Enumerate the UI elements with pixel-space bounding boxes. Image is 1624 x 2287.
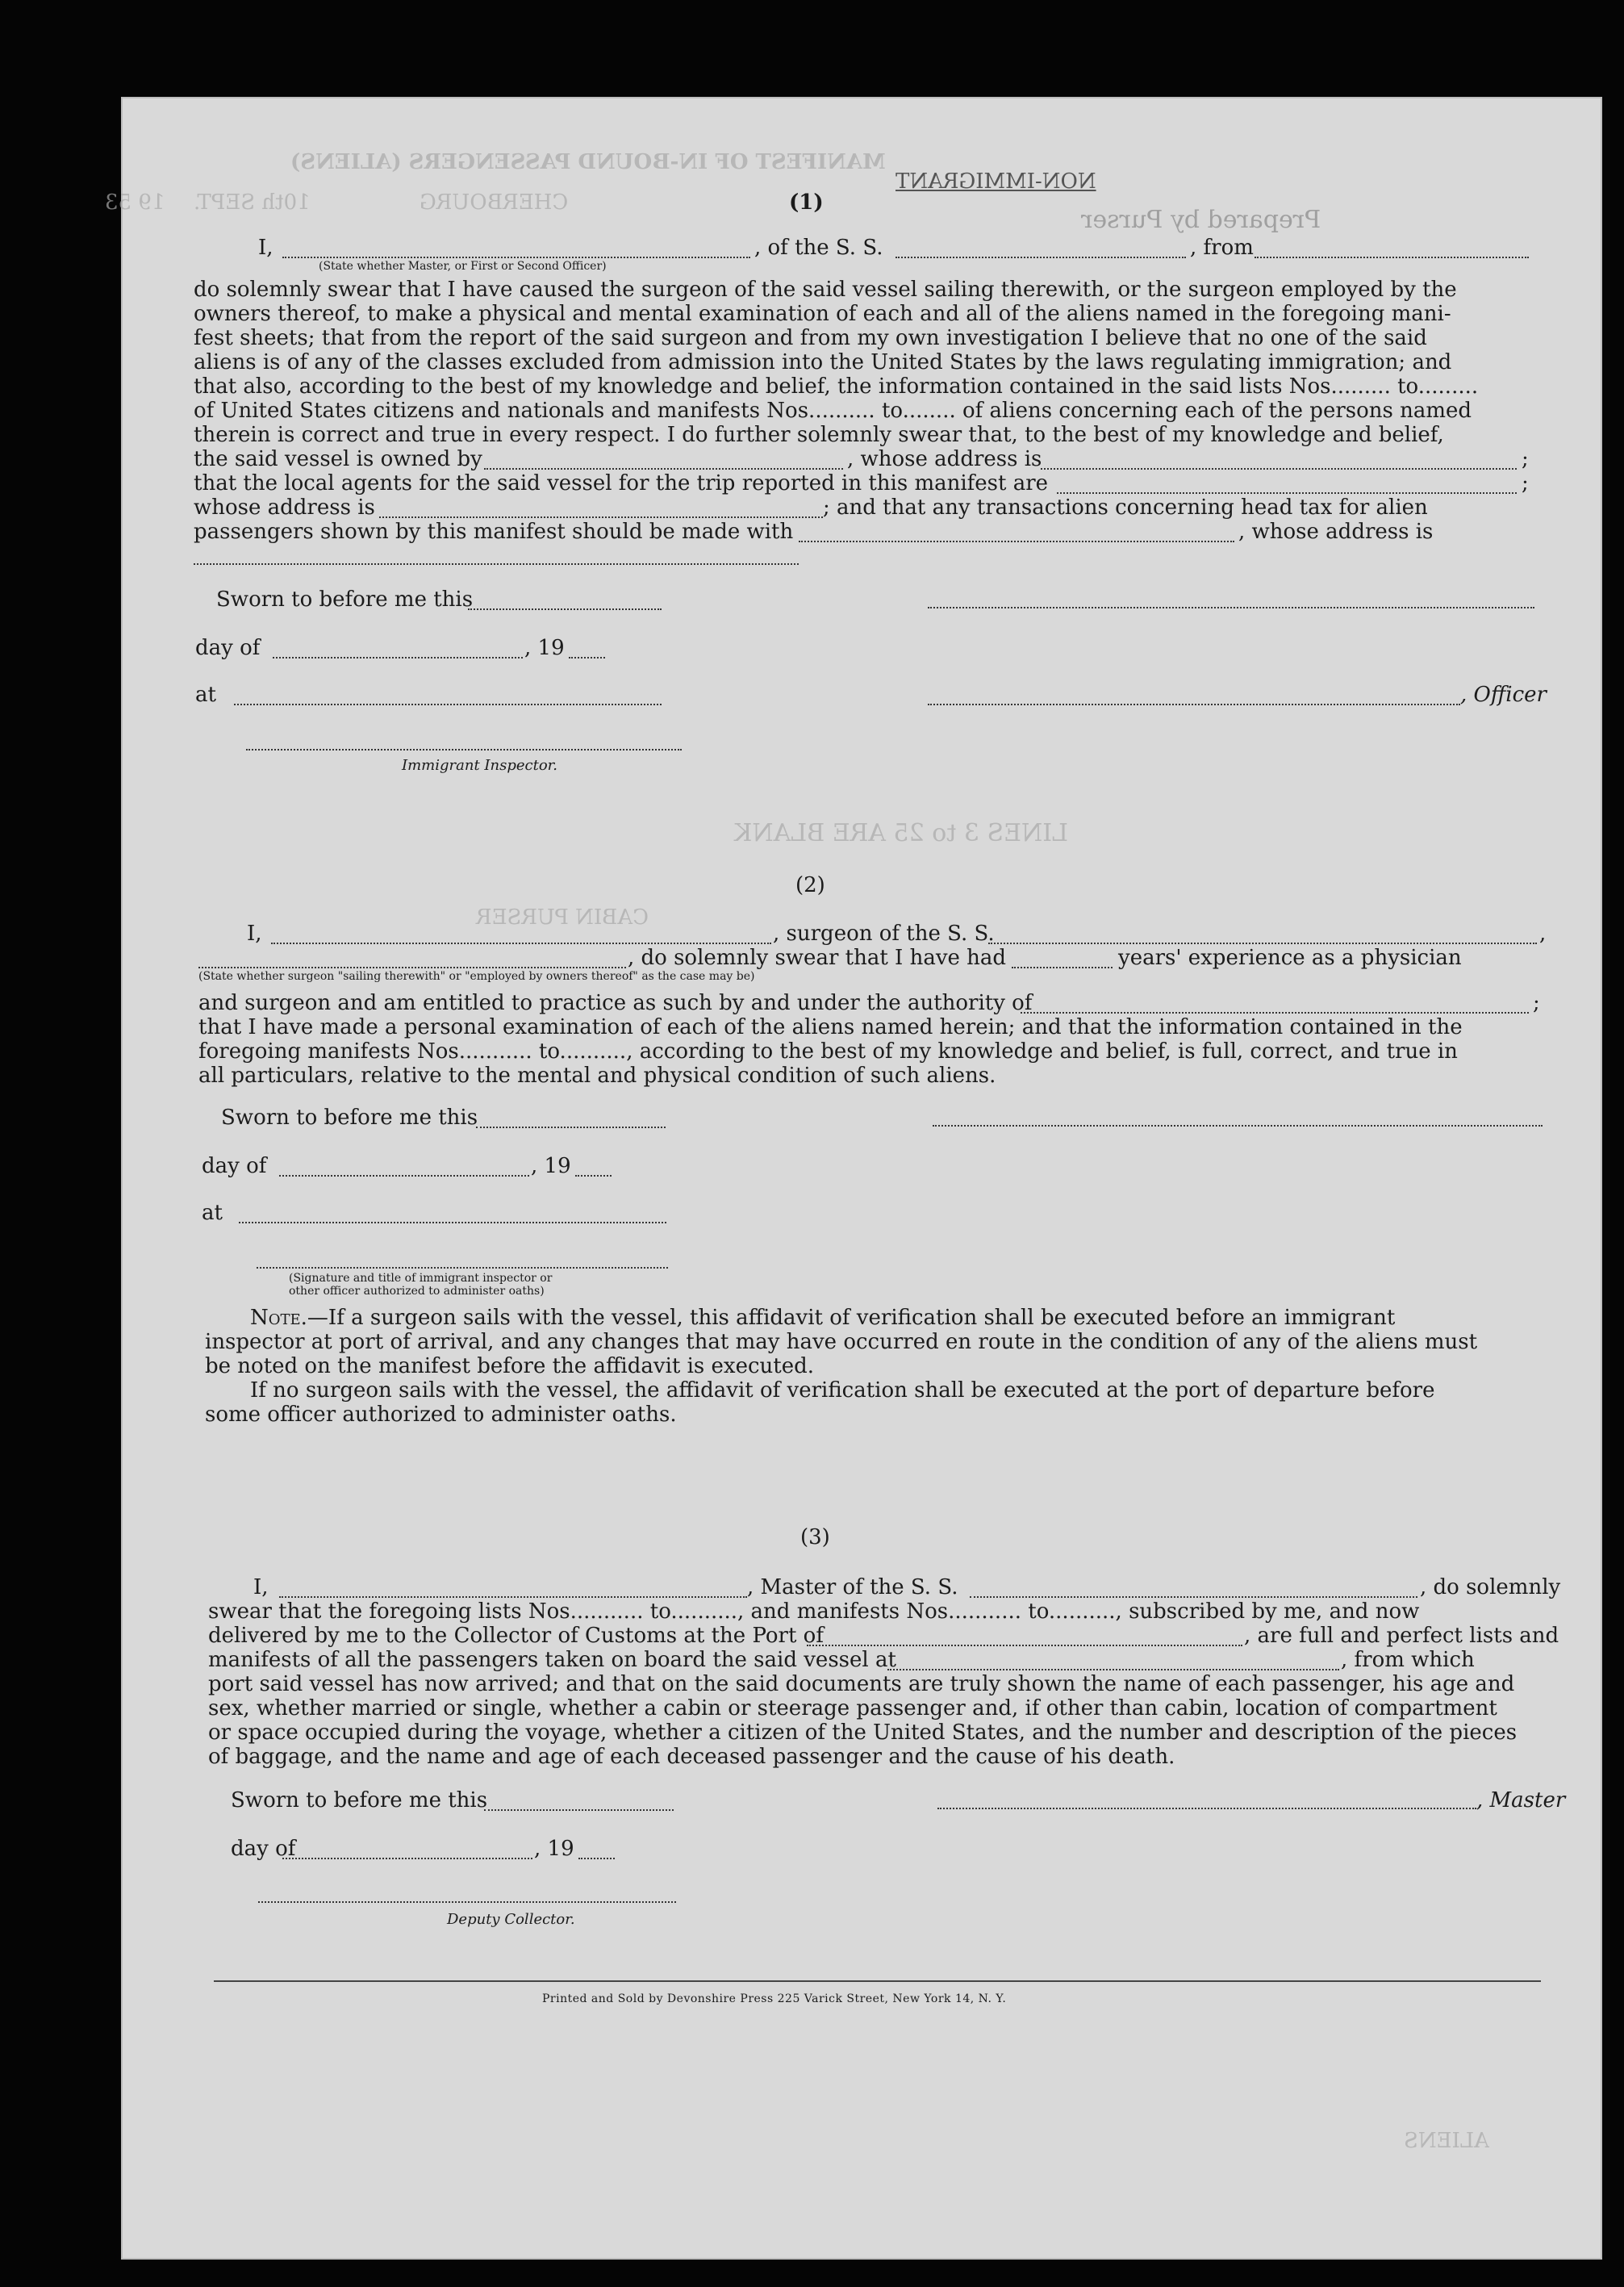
ghost-date: 10th SEPT.: [194, 190, 311, 215]
s1-agents-address-line: [379, 516, 823, 518]
s1-at-line: [234, 704, 662, 705]
s3-para-line-2: swear that the foregoing lists Nos........... to.........., and manifests Nos........... to.........., subscribed by me, and now: [208, 1599, 1420, 1624]
s2-note-label: Note.: [250, 1306, 307, 1330]
s3-do-solemnly: , do solemnly: [1420, 1575, 1561, 1599]
s1-day-line: [273, 657, 523, 659]
s1-nineteen: , 19: [524, 636, 565, 660]
s1-owned-by: the said vessel is owned by: [194, 447, 482, 471]
s2-years-line: [1012, 967, 1113, 968]
footer-rule: [214, 1980, 1541, 1982]
s2-state-note: (State whether surgeon "sailing therewith" or "employed by owners thereof" as the case may be): [198, 970, 755, 983]
s3-para-line-7: or space occupied during the voyage, whether a citizen of the United States, and the number and description of the pieces: [208, 1720, 1518, 1745]
s1-officer-label: , Officer: [1460, 683, 1547, 707]
s1-owner-line: [484, 468, 843, 470]
s1-of-ss: , of the S. S.: [754, 236, 883, 260]
s1-transactions-line: [799, 541, 1234, 542]
s3-full-perfect: , are full and perfect lists and: [1244, 1624, 1559, 1648]
form-page: [105, 97, 1602, 2260]
s2-note-line-1: —If a surgeon sails with the vessel, this affidavit of verification shall be executed before an immigrant: [307, 1306, 1396, 1330]
s1-i: I,: [258, 236, 273, 260]
s1-para-line-2: owners thereof, to make a physical and mental examination of each and all of the aliens named in the foregoing mani-: [194, 302, 1451, 326]
s2-solemnly-swear: , do solemnly swear that I have had: [628, 946, 1007, 970]
section-1-number: (1): [789, 190, 824, 215]
s1-transactions: passengers shown by this manifest should be made with: [194, 520, 794, 544]
s2-para-line-6: all particulars, relative to the mental and physical condition of such aliens.: [198, 1064, 996, 1088]
s1-at: at: [195, 683, 216, 707]
s1-whose-address-2: , whose address is: [1238, 520, 1434, 544]
s2-note-line-4: If no surgeon sails with the vessel, the affidavit of verification shall be executed at the port of departure before: [250, 1378, 1435, 1403]
s2-note-line-3: be noted on the manifest before the affidavit is executed.: [205, 1354, 815, 1378]
section-2-number: (2): [795, 873, 825, 897]
s3-port-line: [807, 1645, 1242, 1646]
s3-master-label: , Master: [1476, 1788, 1566, 1812]
s2-years-experience: years' experience as a physician: [1118, 946, 1462, 970]
s2-inspector-line: [257, 1267, 668, 1269]
s3-manifests: manifests of all the passengers taken on board the said vessel at: [208, 1648, 896, 1672]
s2-note-line-2: inspector at port of arrival, and any changes that may have occurred en route in the condition of any of the aliens must: [205, 1330, 1478, 1354]
s2-sworn: Sworn to before me this: [221, 1106, 478, 1130]
s1-local-agents: that the local agents for the said vessel for the trip reported in this manifest are: [194, 471, 1049, 495]
ghost-cabin-purser: CABIN PURSER: [476, 905, 649, 930]
s1-from: , from: [1190, 236, 1254, 260]
ghost-prepared: Prepared by Purser: [1081, 206, 1321, 234]
s1-semicolon-2: ;: [1522, 471, 1529, 495]
s1-inspector-line: [246, 749, 682, 750]
s3-para-line-6: sex, whether married or single, whether a cabin or steerage passenger and, if other than cabin, location of compartment: [208, 1696, 1497, 1720]
s2-authority: and surgeon and am entitled to practice as such by and under the authority of: [198, 991, 1033, 1015]
s3-para-line-5: port said vessel has now arrived; and that on the said documents are truly shown the name of each passenger, his age and: [208, 1672, 1515, 1696]
s3-sworn: Sworn to before me this: [231, 1788, 488, 1812]
s2-surgeon-of-ss: , surgeon of the S. S.: [773, 922, 995, 946]
ghost-cherbourg: CHERBOURG: [420, 190, 569, 215]
s3-collector-line: [258, 1901, 676, 1903]
s3-sworn-line: [484, 1809, 674, 1811]
s1-owner-address-line: [1041, 468, 1517, 470]
s2-signature-line: [933, 1125, 1543, 1127]
s2-at: at: [202, 1201, 223, 1225]
s1-final-address-line: [194, 563, 799, 565]
s1-para-line-4: aliens is of any of the classes excluded from admission into the United States by the laws regulating immigration; and: [194, 350, 1452, 374]
s2-sig-note-1: (Signature and title of immigrant inspector or: [289, 1272, 553, 1285]
s1-day-of: day of: [195, 636, 261, 660]
s1-officer-name-line: [282, 257, 750, 258]
s1-agents-address: whose address is: [194, 495, 375, 520]
s1-vessel-line: [895, 257, 1186, 258]
s1-para-line-6: of United States citizens and nationals and manifests Nos.......... to........ of aliens concerning each of the persons named: [194, 399, 1472, 423]
s2-state-line: [198, 967, 626, 968]
s2-comma: ,: [1539, 922, 1547, 946]
s1-officer-line: [928, 704, 1460, 705]
s2-authority-line: [1021, 1012, 1529, 1014]
s1-para-line-3: fest sheets; that from the report of the said surgeon and from my own investigation I believe that no one of the said: [194, 326, 1427, 350]
s1-whose-address: , whose address is: [847, 447, 1042, 471]
s2-day-of: day of: [202, 1154, 267, 1178]
s2-i: I,: [247, 922, 262, 946]
s2-para-line-4: that I have made a personal examination of each of the aliens named herein; and that the information contained in the: [198, 1015, 1463, 1039]
s3-taken-at-line: [887, 1669, 1339, 1670]
s2-surgeon-name-line: [271, 943, 771, 944]
s2-day-line: [279, 1175, 529, 1177]
s3-i: I,: [253, 1575, 269, 1599]
s2-vessel-line: [988, 943, 1537, 944]
ghost-aliens: ALIENS: [1404, 2129, 1489, 2153]
s1-para-line-7: therein is correct and true in every respect. I do further solemnly swear that, to the best of my knowledge and belief,: [194, 423, 1444, 447]
s3-master-name-line: [279, 1596, 747, 1598]
s1-agents-line: [1057, 492, 1517, 494]
s3-collector-label: Deputy Collector.: [447, 1911, 575, 1928]
ghost-manifest-title: MANIFEST OF IN-BOUND PASSENGERS (ALIENS): [290, 150, 886, 174]
s1-semicolon-1: ;: [1522, 447, 1529, 471]
s1-from-line: [1255, 257, 1529, 258]
section-3-number: (3): [800, 1525, 830, 1549]
s1-state-note: (State whether Master, or First or Second Officer): [319, 260, 607, 273]
s2-nineteen: , 19: [531, 1154, 571, 1178]
s3-delivered: delivered by me to the Collector of Customs at the Port of: [208, 1624, 824, 1648]
s3-from-which: , from which: [1341, 1648, 1475, 1672]
s2-note: [250, 1306, 1395, 1330]
s3-master-signature-line: [937, 1808, 1476, 1809]
s2-year-line: [575, 1175, 612, 1177]
s3-para-line-8: of baggage, and the name and age of each deceased passenger and the cause of his death.: [208, 1745, 1175, 1769]
s1-inspector-label: Immigrant Inspector.: [402, 757, 558, 774]
s1-sworn-line: [468, 608, 662, 610]
s2-para-line-5: foregoing manifests Nos........... to.........., according to the best of my knowledge and belief, is full, correct, and true in: [198, 1039, 1458, 1064]
s2-note-line-5: some officer authorized to administer oaths.: [205, 1403, 677, 1427]
s3-day-line: [282, 1858, 532, 1859]
s2-sig-note-2: other officer authorized to administer oaths): [289, 1285, 545, 1298]
s3-master-of-ss: , Master of the S. S.: [747, 1575, 958, 1599]
s3-day-of: day of: [231, 1837, 296, 1861]
ghost-non-immigrant: NON-IMMIGRANT: [895, 169, 1096, 194]
s1-year-line: [569, 657, 605, 659]
printer-imprint: Printed and Sold by Devonshire Press 225 Varick Street, New York 14, N. Y.: [542, 1992, 1007, 2005]
s2-semicolon: ;: [1533, 991, 1540, 1015]
s2-sworn-line: [476, 1127, 666, 1128]
s1-sworn: Sworn to before me this: [216, 587, 474, 612]
s3-nineteen: , 19: [534, 1837, 574, 1861]
s3-vessel-line: [970, 1596, 1417, 1598]
ghost-year: 19 53: [105, 190, 165, 215]
s1-para-line-5: that also, according to the best of my knowledge and belief, the information contained in the said lists Nos......... to.........: [194, 374, 1479, 399]
s1-officer-signature-line: [928, 607, 1534, 608]
s1-para-line-1: do solemnly swear that I have caused the surgeon of the said vessel sailing therewith, or the surgeon employed by the: [194, 278, 1457, 302]
ghost-lines-blank: LINES 3 to 25 ARE BLANK: [734, 819, 1068, 847]
s2-at-line: [239, 1222, 666, 1223]
s3-year-line: [578, 1858, 615, 1859]
s1-head-tax: ; and that any transactions concerning head tax for alien: [823, 495, 1428, 520]
